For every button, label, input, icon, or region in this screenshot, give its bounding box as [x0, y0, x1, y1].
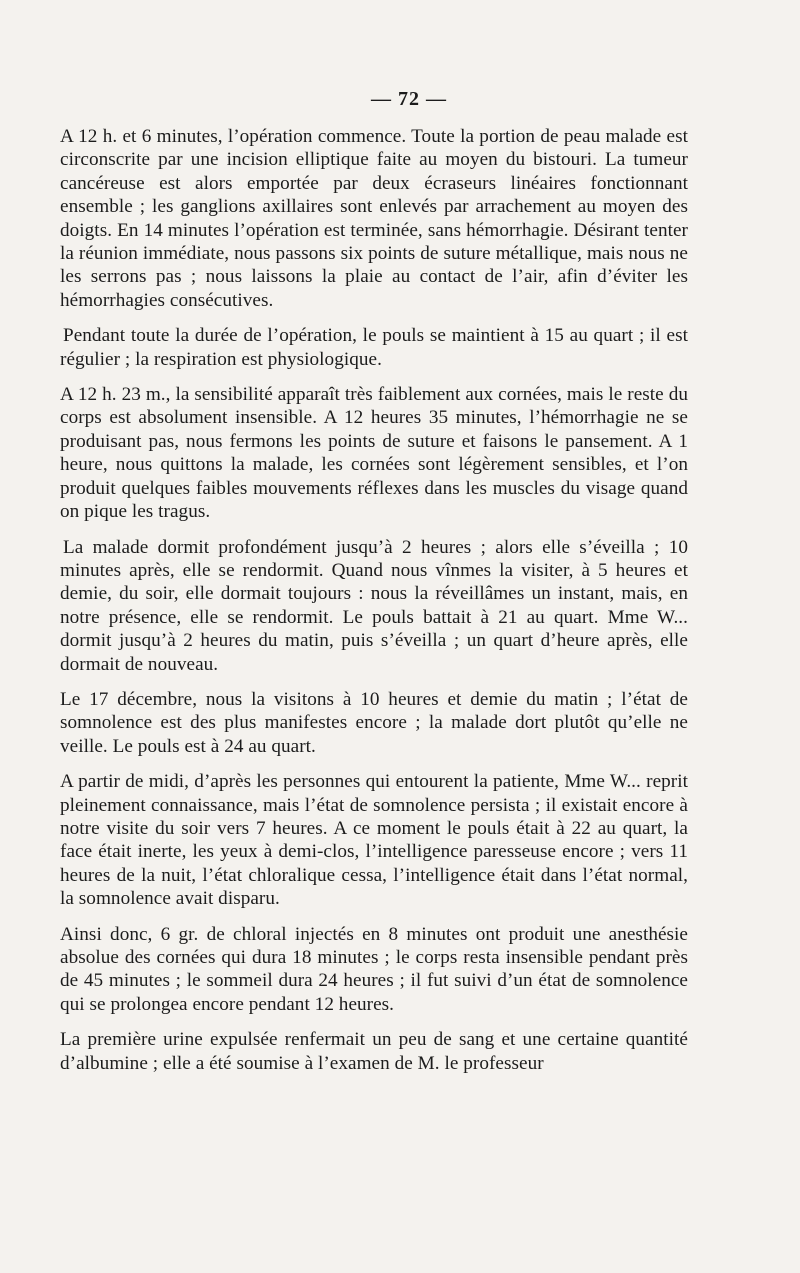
paragraph-2: Pendant toute la durée de l’opération, le pouls se maintient à 15 au quart ; il est régulier ; la respiration est physiologique. — [60, 325, 688, 370]
paragraph-6: A partir de midi, d’après les personnes qui entourent la patiente, Mme W... reprit pleinement connaissance, mais l’état de somnolence persista ; il existait encore à notre visite du soir vers 7 heures. A ce moment le pouls était à 22 au quart, la face était inerte, les yeux à demi-clos, l’intelligence paresseuse encore ; vers 11 heures de la nuit, l’état chloralique cessa, l’intelligence était dans l’état normal, la somnolence avait disparu. — [60, 771, 688, 910]
paragraph-1: A 12 h. et 6 minutes, l’opération commence. Toute la portion de peau malade est circonscrite par une incision elliptique faite au moyen du bistouri. La tumeur cancéreuse est alors emportée par deux écraseurs linéaires fonctionnant ensemble ; les ganglions axillaires sont enlevés par arrachement au moyen des doigts. En 14 minutes l’opération est terminée, sans hémorrhagie. Désirant tenter la réunion immédiate, nous passons six points de suture métallique, mais nous ne les serrons pas ; nous laissons la plaie au contact de l’air, afin d’éviter les hémorrhagies consécutives. — [60, 126, 688, 311]
paragraph-7: Ainsi donc, 6 gr. de chloral injectés en 8 minutes ont produit une anesthésie absolue des cornées qui dura 18 minutes ; le corps resta insensible pendant près de 45 minutes ; le sommeil dura 24 heures ; il fut suivi d’un état de somnolence qui se prolongea encore pendant 12 heures. — [60, 923, 688, 1015]
paragraph-3: A 12 h. 23 m., la sensibilité apparaît très faiblement aux cornées, mais le reste du corps est absolument insensible. A 12 heures 35 minutes, l’hémorrhagie ne se produisant pas, nous fermons les points de suture et faisons le pansement. A 1 heure, nous quittons la malade, les cornées sont légèrement sensibles, et l’on produit quelques faibles mouvements réflexes dans les muscles du visage quand on pique les tragus. — [60, 384, 688, 523]
paragraph-8: La première urine expulsée renfermait un peu de sang et une certaine quantité d’albumine ; elle a été soumise à l’examen de M. le professeur — [60, 1029, 688, 1074]
page-number: — 72 — — [371, 88, 447, 110]
paragraph-5: Le 17 décembre, nous la visitons à 10 heures et demie du matin ; l’état de somnolence est des plus manifestes encore ; la malade dort plutôt qu’elle ne veille. Le pouls est à 24 au quart. — [60, 688, 688, 757]
paragraph-4: La malade dormit profondément jusqu’à 2 heures ; alors elle s’éveilla ; 10 minutes après, elle se rendormit. Quand nous vînmes la visiter, à 5 heures et demie, du soir, elle dormait toujours : nous la réveillâmes un instant, mais, en notre présence, elle se rendormit. Le pouls battait à 21 au quart. Mme W... dormit jusqu’à 2 heures du matin, puis s’éveilla ; un quart d’heure après, elle dormait de nouveau. — [60, 536, 688, 675]
